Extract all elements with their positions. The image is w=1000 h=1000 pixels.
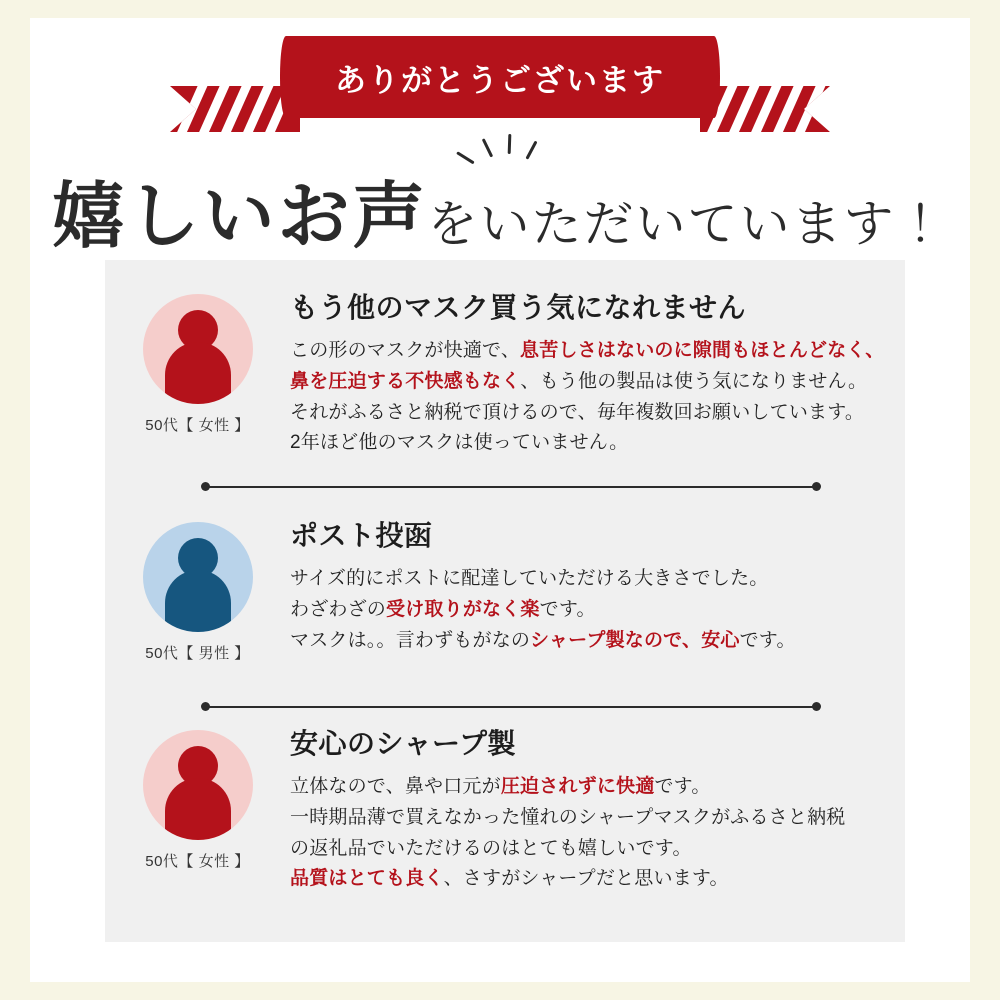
- divider: [201, 482, 821, 492]
- review-plain-text: 一時期品薄で買えなかった憧れのシャープマスクがふるさと納税: [290, 806, 846, 828]
- review-body-line: [290, 803, 885, 834]
- avatar-body-icon: [165, 342, 231, 404]
- review-body: [290, 564, 885, 656]
- page-title-emphasis: 嬉しいお声: [52, 177, 428, 257]
- review-highlight-text: 品質はとても良く: [290, 868, 444, 890]
- avatar: [143, 730, 253, 840]
- ribbon-main: [280, 36, 720, 118]
- review-plain-text: です。: [654, 776, 711, 797]
- promo-page: [30, 18, 970, 982]
- review-body-line: [290, 564, 885, 595]
- ribbon-text: ありがとうございます: [335, 62, 665, 98]
- review-body-line: [290, 834, 885, 865]
- review-plain-text: この形のマスクが快適で、: [290, 340, 521, 361]
- review-author: 50代【 女性 】: [145, 853, 250, 870]
- review-body-line: [290, 428, 885, 459]
- review-avatar-column: [105, 286, 290, 459]
- divider: [201, 702, 821, 712]
- review-item: [105, 722, 905, 895]
- avatar: [143, 294, 253, 404]
- review-plain-text: わざわざの: [290, 598, 387, 620]
- page-title: [30, 158, 970, 262]
- review-plain-text: の返礼品でいただけるのはとても嬉しいです。: [290, 837, 692, 859]
- reviews-panel: [105, 260, 905, 942]
- ribbon-banner: [30, 28, 970, 138]
- avatar-body-icon: [165, 778, 231, 840]
- divider-dot-right: [812, 702, 821, 711]
- review-title: 安心のシャープ製: [290, 728, 517, 759]
- review-highlight-text: 受け取りがなく楽: [386, 598, 540, 620]
- review-body-line: [290, 864, 885, 895]
- review-author: 50代【 男性 】: [145, 645, 250, 662]
- review-body-line: [290, 398, 885, 429]
- avatar-body-icon: [165, 570, 231, 632]
- review-title: ポスト投函: [290, 520, 433, 551]
- review-body-line: [290, 772, 885, 803]
- review-text-column: [290, 722, 905, 895]
- review-plain-text: 、さすがシャープだと思います。: [443, 868, 729, 890]
- review-plain-text: それがふるさと納税で頂けるので、毎年複数回お願いしています。: [290, 401, 865, 423]
- review-plain-text: マスクは。。言わずもがなの: [290, 629, 531, 651]
- review-plain-text: です。: [539, 598, 596, 620]
- review-plain-text: 立体なので、鼻や口元が: [290, 776, 501, 797]
- review-avatar-column: [105, 514, 290, 663]
- review-item: [105, 286, 905, 459]
- review-plain-text: サイズ的にポストに配達していただける大きさでした。: [290, 568, 769, 589]
- review-highlight-text: 鼻を圧迫する不快感もなく: [290, 370, 521, 392]
- review-body-line: [290, 367, 885, 398]
- review-highlight-text: シャープ製なので、安心: [530, 629, 740, 651]
- review-body-line: [290, 595, 885, 626]
- review-item: [105, 514, 905, 663]
- avatar: [143, 522, 253, 632]
- review-text-column: [290, 286, 905, 459]
- review-body: [290, 336, 885, 459]
- review-plain-text: 、もう他の製品は使う気になりません。: [520, 370, 868, 392]
- review-body-line: [290, 336, 885, 367]
- review-highlight-text: 圧迫されずに快適: [500, 776, 655, 797]
- review-text-column: [290, 514, 905, 663]
- divider-line: [206, 706, 816, 708]
- divider-dot-right: [812, 482, 821, 491]
- review-title: もう他のマスク買う気になれません: [290, 292, 747, 323]
- review-plain-text: 2年ほど他のマスクは使っていません。: [290, 432, 629, 454]
- review-body-line: [290, 626, 885, 657]
- review-highlight-text: 息苦しさはないのに隙間もほとんどなく、: [520, 340, 885, 361]
- page-title-rest: をいただいています！: [427, 196, 948, 252]
- review-body: [290, 772, 885, 895]
- review-avatar-column: [105, 722, 290, 895]
- review-author: 50代【 女性 】: [145, 417, 250, 434]
- divider-line: [206, 486, 816, 488]
- review-plain-text: です。: [739, 629, 796, 651]
